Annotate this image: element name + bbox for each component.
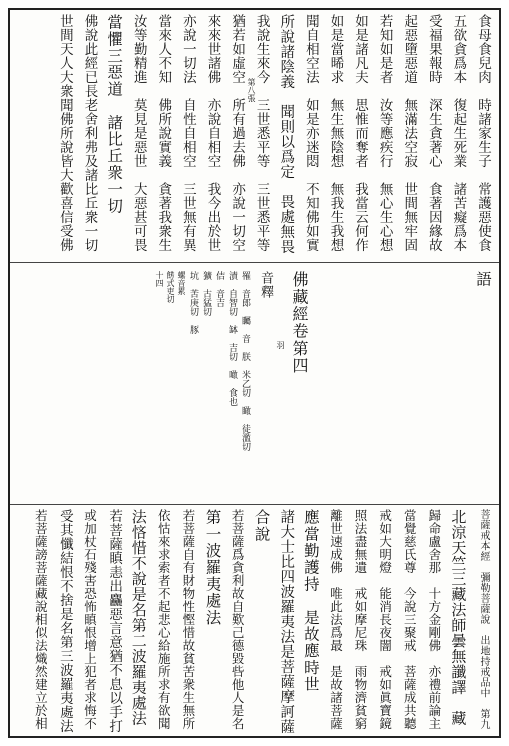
gloss-entry: 獷 古猛切	[201, 271, 211, 316]
bottom-column: 當覺慈氏尊 今說三聚戒 菩薩成共聽	[402, 509, 418, 730]
top-column: 汝等勤精進 莫見是惡世 大惡甚可畏	[130, 14, 147, 252]
top-column: 來來世諸佛 亦說自相空 我今出於世	[204, 14, 221, 252]
top-column: 如是當晞求 無生無陰想 無我生我想	[327, 14, 344, 252]
bottom-column: 照法盡無遺 戒如摩尼珠 雨物濟貧窮	[353, 509, 369, 730]
volume-mark: 羽	[276, 341, 285, 349]
note-list	[153, 271, 186, 504]
bottom-column: 受其懺結恨不捨是名第三波羅夷處法	[56, 509, 73, 733]
top-column: 佛說此經已長老舍利弗及諸比丘衆一切	[81, 14, 98, 252]
middle-text-columns	[153, 271, 495, 504]
bottom-column: 若菩薩瞋恚出麤惡言意猶不息以手打	[106, 509, 123, 733]
pronunciation-title: 音釋	[258, 271, 273, 300]
bottom-text-columns	[28, 509, 495, 734]
top-panel	[10, 10, 499, 262]
top-text-columns	[52, 14, 495, 258]
bottom-column: 歸命盧舍那 十方金剛佛 亦禮前論主	[426, 509, 442, 730]
bottom-column: 或加杖石殘害恐怖瞋恨增上犯者求悔不	[82, 509, 98, 730]
top-column: 起惡墮惡道 無滿法空寂 世間無牢固	[401, 14, 418, 252]
bottom-column: 依怙來求索者不起悲心給施所求有欲聞	[156, 509, 172, 730]
bottom-column: 法悋惜不說是名第二波羅夷處法	[129, 509, 148, 726]
gloss-entry: 坑 苦庚切 豚	[188, 271, 198, 334]
bottom-column: 戒如大明燈 能消長夜闇 戒如眞寶鏡	[377, 509, 393, 730]
bottom-column: 北涼天竺三藏法師曇無讖譯 藏	[449, 509, 468, 726]
top-column: 若知如是者 汝等應疾行 無心生心想	[376, 14, 393, 252]
page-mark: 第八張	[247, 78, 256, 102]
bottom-column: 菩薩戒本經 彌勒菩薩說 出地持戒品中 第九	[478, 509, 489, 730]
gloss-entry: 漬 自智切 缽 吉切 噉 食也	[227, 271, 237, 406]
bottom-column: 若菩薩謗菩薩藏說相似法熾然建立於相	[33, 509, 49, 730]
section-heading: 語	[474, 271, 492, 288]
note-entry: 餝式吏切	[166, 271, 175, 303]
gloss-entry: 罹 音郎 矚 音 朕 米乙切 瞰 徒濫切	[240, 271, 250, 451]
gloss-entry: 佶 音吉	[214, 271, 224, 307]
top-column: 當懼三惡道 諸比丘衆一切	[105, 14, 124, 215]
bottom-panel	[10, 504, 499, 738]
top-column: 聞自相空法 如是亦迷悶 不知佛如實	[302, 14, 319, 252]
sutra-page	[8, 8, 501, 738]
bottom-column: 離世速成佛 唯此法爲最 是故諸菩薩	[328, 509, 344, 730]
bottom-column: 第一波羅夷處法	[203, 509, 222, 626]
top-column: 五欲貪爲本 復起生死業 諸苦癡爲本	[450, 14, 467, 252]
bottom-column: 合說	[252, 509, 271, 543]
top-column: 猶若如虛空 所有過去佛 亦說一切空	[229, 14, 246, 252]
middle-panel	[10, 262, 499, 504]
top-column: 所說諸陰義 聞則以爲定 畏處無畏	[278, 14, 295, 254]
note-entry: 十四	[155, 271, 164, 287]
gloss-list	[186, 271, 251, 504]
top-column: 當來人不知 佛所說實義 貪著我衆生	[155, 14, 172, 252]
top-column: 亦說一切法 自性自相空 三世無有異	[179, 14, 196, 252]
bottom-column: 應當勤護持 是故應時世	[301, 509, 320, 693]
top-column: 受福果報時 深生貪著心 食著因緣故	[425, 14, 442, 252]
bottom-column: 若菩薩自有財物性慳惜故貧苦衆生無所	[180, 509, 196, 730]
top-column: 我說生來今 三世悉平等 三世悉平等	[253, 14, 270, 252]
top-column: 食母食兒肉 時諸家生子 常護惡使食	[475, 14, 491, 252]
bottom-column: 若菩薩爲貪利故自歎己德毀呰他人是名	[230, 509, 246, 730]
top-column: 如是諸凡夫 思惟而奪者 我當云何作	[352, 14, 369, 252]
volume-title: 佛藏經卷第四	[290, 271, 309, 375]
top-column: 世間天人大衆聞佛所說皆大歡喜信受佛	[56, 14, 73, 252]
bottom-column: 諸大士比四波羅夷法是菩薩摩訶薩	[278, 509, 295, 734]
note-entry: 螺音累	[177, 271, 186, 295]
